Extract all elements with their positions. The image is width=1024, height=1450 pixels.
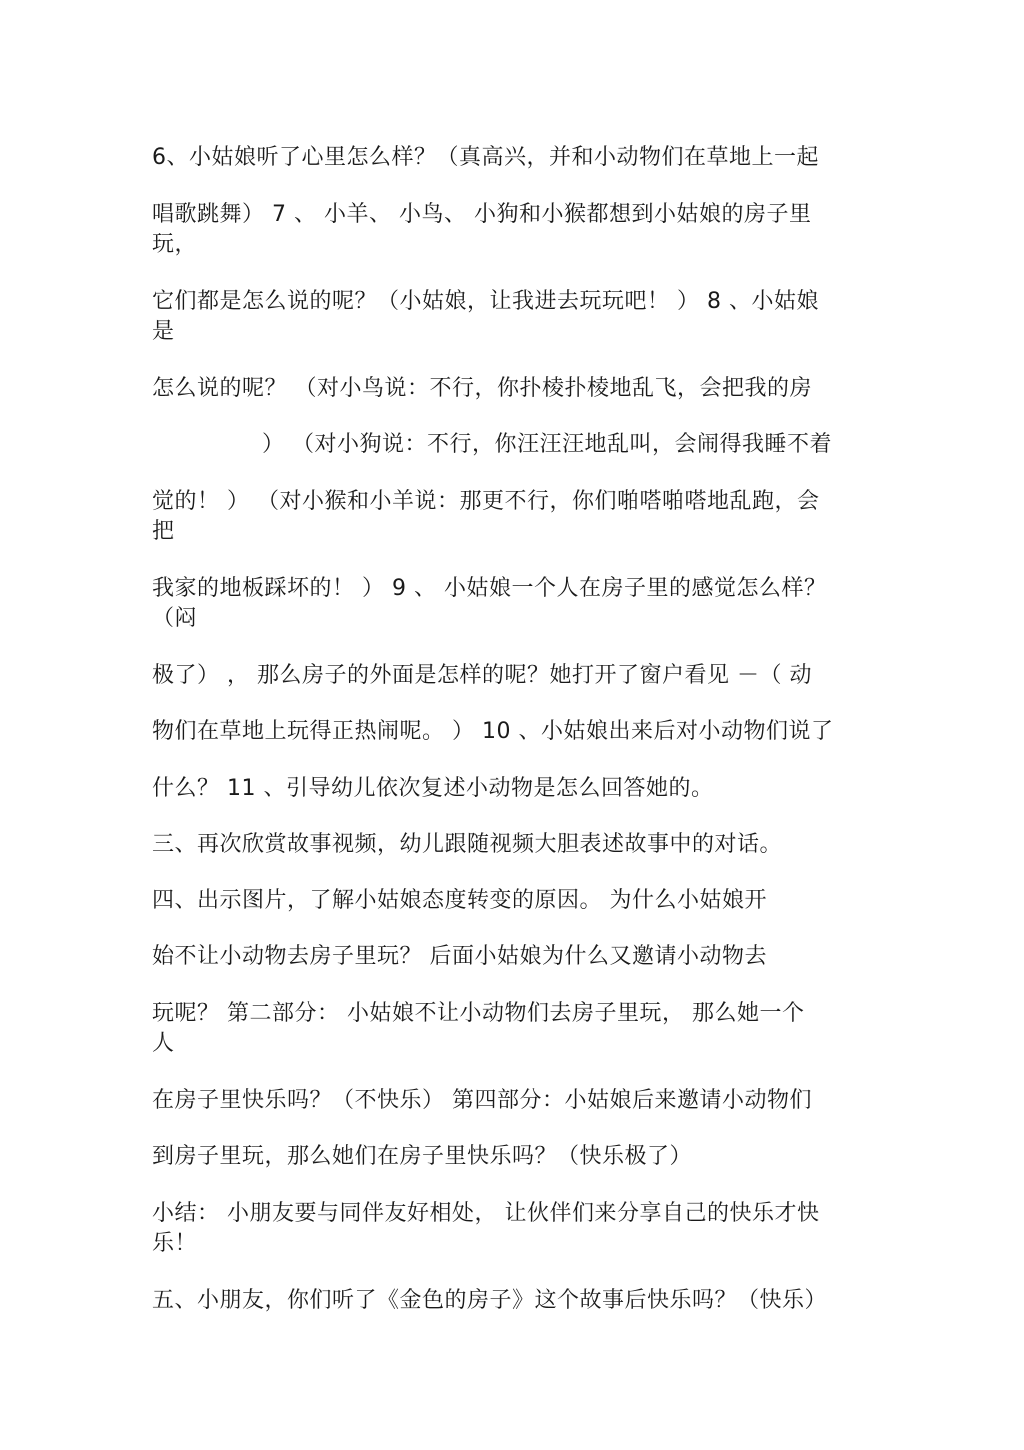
text-line: [152, 143, 872, 173]
line-text: 6、小姑娘听了心里怎么样？（真高兴，并和小动物们在草地上一起: [152, 145, 819, 170]
text-line: [152, 717, 872, 747]
line-text: ） （对小狗说：不行，你汪汪汪地乱叫，会闹得我睡不着: [262, 432, 832, 457]
line-text: 什么？ 11 、引导幼儿依次复述小动物是怎么回答她的。: [152, 776, 714, 801]
text-line: [152, 886, 872, 916]
text-line: [152, 1086, 872, 1116]
line-text: 小结： 小朋友要与同伴友好相处， 让伙伴们来分享自己的快乐才快: [152, 1201, 820, 1226]
line-text-wrap: （闷: [152, 606, 198, 631]
line-text: 唱歌跳舞） 7 、 小羊、 小鸟、 小狗和小猴都想到小姑娘的房子里: [152, 202, 812, 227]
text-line: [152, 830, 872, 860]
line-text: 玩呢？ 第二部分： 小姑娘不让小动物们去房子里玩， 那么她一个: [152, 1001, 805, 1026]
line-text: 它们都是怎么说的呢？（小姑娘，让我进去玩玩吧！ ） 8 、小姑娘: [152, 289, 819, 314]
line-text: 到房子里玩，那么她们在房子里快乐吗？（快乐极了）: [152, 1144, 693, 1169]
line-text: 我家的地板踩坏的！ ） 9 、 小姑娘一个人在房子里的感觉怎么样？: [152, 576, 827, 601]
text-line: [152, 374, 872, 404]
text-line: [152, 1142, 872, 1172]
line-text: 四、出示图片，了解小姑娘态度转变的原因。 为什么小姑娘开: [152, 888, 767, 913]
text-line: [152, 999, 872, 1059]
text-line: [152, 774, 872, 804]
line-text: 始不让小动物去房子里玩？ 后面小姑娘为什么又邀请小动物去: [152, 944, 767, 969]
line-text-wrap: 人: [152, 1031, 175, 1056]
line-text-wrap: 把: [152, 519, 175, 544]
line-text-wrap: 乐！: [152, 1231, 198, 1256]
text-line: [152, 661, 872, 691]
line-text-wrap: 玩，: [152, 232, 198, 257]
text-line: [152, 487, 872, 547]
text-line: [152, 942, 872, 972]
line-text: 三、再次欣赏故事视频，幼儿跟随视频大胆表述故事中的对话。: [152, 832, 783, 857]
text-line: [152, 1199, 872, 1259]
line-text: 在房子里快乐吗？（不快乐） 第四部分：小姑娘后来邀请小动物们: [152, 1088, 812, 1113]
text-line: [152, 1286, 872, 1316]
line-text: 极了） ， 那么房子的外面是怎样的呢？她打开了窗户看见 －（ 动: [152, 663, 812, 688]
text-line: [152, 430, 872, 460]
line-text: 觉的！ ） （对小猴和小羊说：那更不行，你们啪嗒啪嗒地乱跑，会: [152, 489, 820, 514]
text-line: [152, 287, 872, 347]
text-line: [152, 574, 872, 634]
line-text: 物们在草地上玩得正热闹呢。 ） 10 、小姑娘出来后对小动物们说了: [152, 719, 834, 744]
text-line: [152, 200, 872, 260]
line-text: 怎么说的呢？ （对小鸟说：不行，你扑棱扑棱地乱飞，会把我的房: [152, 376, 812, 401]
line-text-wrap: 是: [152, 319, 175, 344]
line-text: 五、小朋友，你们听了《金色的房子》这个故事后快乐吗？（快乐）: [152, 1288, 828, 1313]
